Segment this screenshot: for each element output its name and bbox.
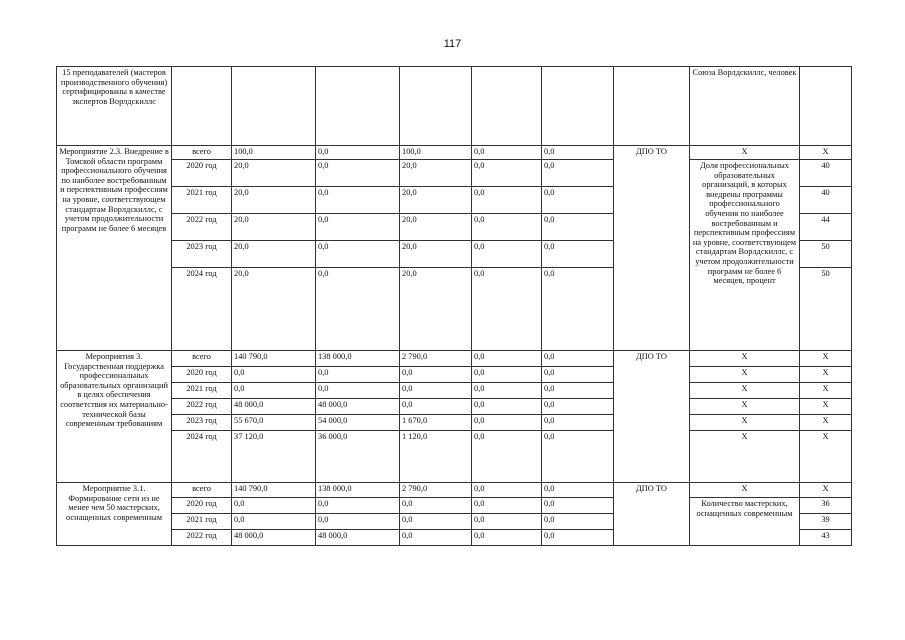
value-cell: 0,0 <box>472 160 542 187</box>
value-cell: 0,0 <box>542 383 614 399</box>
value-cell: 0,0 <box>232 498 316 514</box>
value-cell: 0,0 <box>316 498 400 514</box>
value-cell: 0,0 <box>400 367 472 383</box>
value-cell: 140 790,0 <box>232 483 316 498</box>
value-cell: 0,0 <box>472 214 542 241</box>
table-row <box>57 67 852 146</box>
value-cell: 0,0 <box>542 498 614 514</box>
value-cell: 48 000,0 <box>316 530 400 546</box>
target-cell: 50 <box>800 241 852 268</box>
value-cell: 20,0 <box>232 214 316 241</box>
table-row <box>57 160 852 187</box>
value-cell: 48 000,0 <box>232 399 316 415</box>
executor-cell: ДПО ТО <box>614 483 690 546</box>
value-cell: 20,0 <box>400 187 472 214</box>
indicator-cell: X <box>690 367 800 383</box>
year-cell: 2022 год <box>172 530 232 546</box>
value-cell: 138 000,0 <box>316 483 400 498</box>
table-row <box>57 146 852 160</box>
page-number: 117 <box>443 38 462 50</box>
value-cell: 100,0 <box>400 146 472 160</box>
year-cell: 2022 год <box>172 399 232 415</box>
section-title: Мероприятие 2.3. Внедрение в Томской области программ профессионального обучения по наиболее востребованным и перспективным профессиям на уровне, соответствующем стандартам Ворлдскиллс, с учетом продолжительности программ не более 6 месяцев <box>57 146 172 351</box>
value-cell: 0,0 <box>316 241 400 268</box>
value-cell: 0,0 <box>472 351 542 367</box>
year-cell: 2022 год <box>172 214 232 241</box>
value-cell: 100,0 <box>232 146 316 160</box>
year-cell: всего <box>172 146 232 160</box>
target-cell: X <box>800 483 852 498</box>
table-row <box>57 351 852 367</box>
year-cell: 2023 год <box>172 415 232 431</box>
value-cell: 0,0 <box>472 514 542 530</box>
indicator-text: Количество мастерских, оснащенных современным <box>690 498 800 546</box>
target-cell: 50 <box>800 268 852 351</box>
value-cell: 0,0 <box>542 241 614 268</box>
budget-table <box>56 66 852 546</box>
value-cell: 0,0 <box>400 530 472 546</box>
year-cell: 2021 год <box>172 187 232 214</box>
indicator-cell: X <box>690 431 800 483</box>
target-cell: 39 <box>800 514 852 530</box>
target-cell: X <box>800 431 852 483</box>
table-row <box>57 415 852 431</box>
value-cell: 0,0 <box>542 187 614 214</box>
indicator-cell: X <box>690 483 800 498</box>
target-cell: X <box>800 415 852 431</box>
year-cell: 2021 год <box>172 514 232 530</box>
value-cell: 0,0 <box>472 268 542 351</box>
value-cell: 20,0 <box>400 160 472 187</box>
table-row <box>57 367 852 383</box>
target-cell: X <box>800 399 852 415</box>
value-cell: 37 120,0 <box>232 431 316 483</box>
indicator-cell: X <box>690 383 800 399</box>
value-cell: 0,0 <box>472 415 542 431</box>
value-cell: 0,0 <box>542 351 614 367</box>
value-cell: 0,0 <box>472 241 542 268</box>
value-cell: 0,0 <box>472 431 542 483</box>
value-cell: 0,0 <box>232 514 316 530</box>
value-cell: 0,0 <box>316 187 400 214</box>
section-title: Мероприятие 3.1. Формирование сети из не менее чем 50 мастерских, оснащенных современным <box>57 483 172 546</box>
target-cell: 44 <box>800 214 852 241</box>
value-cell: 0,0 <box>472 146 542 160</box>
value-cell: 20,0 <box>232 187 316 214</box>
value-cell: 0,0 <box>472 367 542 383</box>
value-cell: 0,0 <box>400 383 472 399</box>
table-row <box>57 399 852 415</box>
executor-cell: ДПО ТО <box>614 351 690 483</box>
value-cell: 0,0 <box>542 530 614 546</box>
indicator-text: Доля профессиональных образовательных организаций, в которых внедрены программы профессионального обучения по наиболее востребованным и перспективным профессиям на уровне, соответствующем стандартам Ворлдскиллс, с учетом продолжительности программ не более 6 месяцев, процент <box>690 160 800 351</box>
indicator-cell: X <box>690 351 800 367</box>
table-row <box>57 498 852 514</box>
value-cell: 0,0 <box>542 514 614 530</box>
value-cell: 0,0 <box>316 268 400 351</box>
value-cell: 0,0 <box>472 498 542 514</box>
value-cell: 54 000,0 <box>316 415 400 431</box>
value-cell: 0,0 <box>472 399 542 415</box>
value-cell: 0,0 <box>316 383 400 399</box>
value-cell: 20,0 <box>400 241 472 268</box>
value-cell: 2 790,0 <box>400 351 472 367</box>
section-title: Мероприятия 3. Государственная поддержка профессиональных образовательных организаций в целях обеспечения соответствия их материально-технической базы современным требованиям <box>57 351 172 483</box>
executor-cell: ДПО ТО <box>614 146 690 351</box>
target-cell: 36 <box>800 498 852 514</box>
year-cell: 2023 год <box>172 241 232 268</box>
value-cell: 55 670,0 <box>232 415 316 431</box>
value-cell: 0,0 <box>316 160 400 187</box>
value-cell: 20,0 <box>232 268 316 351</box>
value-cell: 20,0 <box>400 214 472 241</box>
year-cell: 2024 год <box>172 431 232 483</box>
value-cell: 0,0 <box>232 383 316 399</box>
table-row <box>57 383 852 399</box>
value-cell: 0,0 <box>400 514 472 530</box>
section-title: 15 преподавателей (мастеров производственного обучения) сертифицированы в качестве экспертов Ворлдскиллс <box>57 67 172 146</box>
indicator-cell: X <box>690 415 800 431</box>
value-cell: 0,0 <box>542 146 614 160</box>
value-cell: 20,0 <box>232 241 316 268</box>
year-cell: 2020 год <box>172 160 232 187</box>
year-cell: 2020 год <box>172 498 232 514</box>
value-cell: 0,0 <box>232 367 316 383</box>
value-cell: 0,0 <box>542 160 614 187</box>
value-cell: 0,0 <box>316 146 400 160</box>
value-cell: 0,0 <box>400 498 472 514</box>
value-cell: 0,0 <box>472 483 542 498</box>
target-cell: X <box>800 351 852 367</box>
target-cell: 40 <box>800 160 852 187</box>
target-cell: X <box>800 383 852 399</box>
table-row <box>57 483 852 498</box>
year-cell: 2021 год <box>172 383 232 399</box>
target-cell: X <box>800 367 852 383</box>
value-cell: 1 120,0 <box>400 431 472 483</box>
value-cell: 0,0 <box>542 399 614 415</box>
value-cell: 0,0 <box>542 483 614 498</box>
value-cell: 20,0 <box>400 268 472 351</box>
value-cell: 1 670,0 <box>400 415 472 431</box>
value-cell: 2 790,0 <box>400 483 472 498</box>
value-cell: 138 000,0 <box>316 351 400 367</box>
indicator-cell: X <box>690 146 800 160</box>
value-cell: 0,0 <box>472 187 542 214</box>
value-cell: 48 000,0 <box>232 530 316 546</box>
value-cell: 0,0 <box>316 367 400 383</box>
target-cell: 43 <box>800 530 852 546</box>
value-cell: 36 000,0 <box>316 431 400 483</box>
value-cell: 0,0 <box>316 214 400 241</box>
value-cell: 0,0 <box>472 530 542 546</box>
year-cell: всего <box>172 483 232 498</box>
indicator-cell: X <box>690 399 800 415</box>
value-cell: 0,0 <box>542 415 614 431</box>
value-cell: 0,0 <box>542 367 614 383</box>
year-cell: всего <box>172 351 232 367</box>
table-row <box>57 431 852 483</box>
value-cell: 0,0 <box>316 514 400 530</box>
value-cell: 0,0 <box>542 214 614 241</box>
value-cell: 0,0 <box>542 268 614 351</box>
value-cell: 0,0 <box>472 383 542 399</box>
year-cell: 2024 год <box>172 268 232 351</box>
value-cell: 0,0 <box>400 399 472 415</box>
value-cell: 48 000,0 <box>316 399 400 415</box>
value-cell: 20,0 <box>232 160 316 187</box>
target-cell: X <box>800 146 852 160</box>
indicator-text: Союза Ворлдскиллс, человек <box>690 67 800 146</box>
target-cell: 40 <box>800 187 852 214</box>
value-cell: 140 790,0 <box>232 351 316 367</box>
year-cell: 2020 год <box>172 367 232 383</box>
value-cell: 0,0 <box>542 431 614 483</box>
